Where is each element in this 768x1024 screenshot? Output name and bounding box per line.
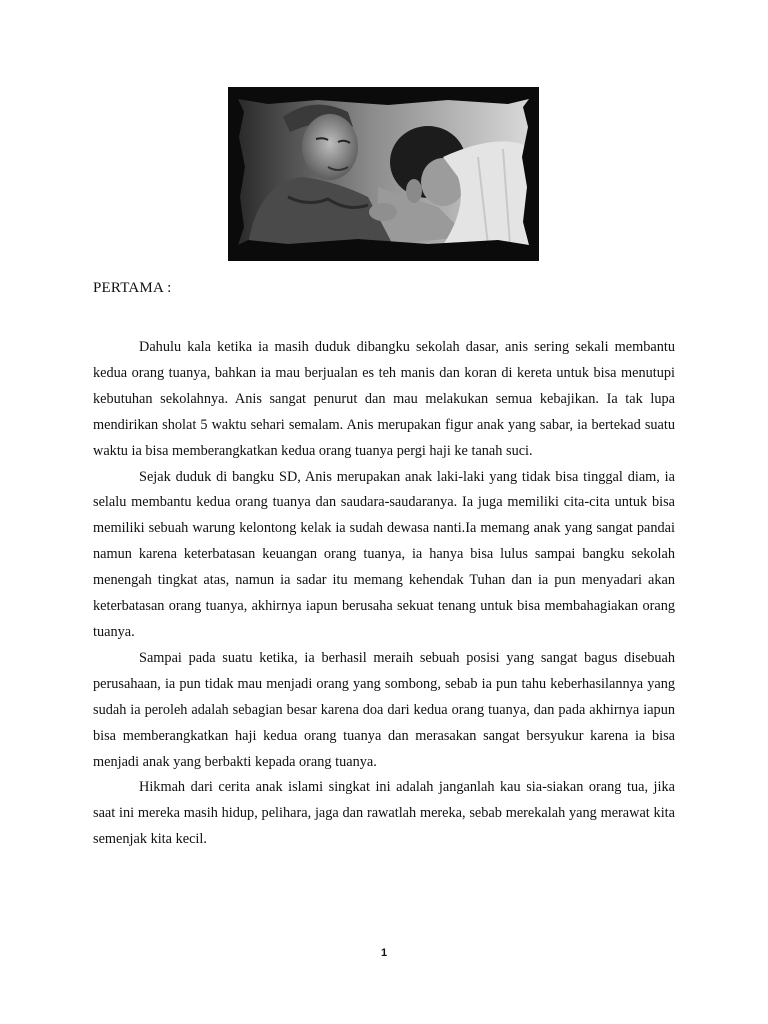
paragraph-4: Hikmah dari cerita anak islami singkat ini adalah janganlah kau sia-siakan orang tua, jika saat ini mereka masih hidup, pelihara, jaga dan rawatlah mereka, sebab merekalah yang merawat kita semenjak kita kecil. (93, 779, 675, 848)
story-photo (228, 87, 539, 261)
paragraph-1: Dahulu kala ketika ia masih duduk dibangku sekolah dasar, anis sering sekali membantu kedua orang tuanya, bahkan ia mau berjualan es teh manis dan koran di kereta untuk bisa menutupi kebutuhan sekolahnya. Anis sangat penurut dan mau melakukan semua kebajikan. Ia tak lupa mendirikan sholat 5 waktu sehari semalam. Anis merupakan figur anak yang sabar, ia bertekad suatu waktu ia bisa memberangkatkan kedua orang tuanya pergi haji ke tanah suci. (93, 339, 675, 459)
paragraph-2: Sejak duduk di bangku SD, Anis merupakan anak laki-laki yang tidak bisa tinggal diam, ia selalu membantu kedua orang tuanya dan saudara-saudaranya. Ia juga memiliki cita-cita untuk bisa memiliki sebuah warung kelontong kelak ia sudah dewasa nanti.Ia memang anak yang sangat pandai namun karena keterbatasan keuangan orang tuanya, ia hanya bisa lulus sampai bangku sekolah menengah tingkat atas, namun ia sadar itu memang kehendak Tuhan dan ia pun menyadari akan keterbatasan orang tuanya, akhirnya iapun berusaha sekuat tenang untuk bisa membahagiakan orang tuanya. (93, 468, 675, 640)
paragraph-3: Sampai pada suatu ketika, ia berhasil meraih sebuah posisi yang sangat bagus disebuah perusahaan, ia pun tidak mau menjadi orang yang sombong, sebab ia pun tahu keberhasilannya yang sudah ia peroleh adalah sebagian besar karena doa dari kedua orang tuanya, dan pada akhirnya iapun bisa memberangkatkan haji kedua orang tuanya dan merasakan sangat bersyukur karena ia bisa menjadi anak yang berbakti kepada orang tuanya. (93, 649, 675, 770)
elderly-woman-and-man-photo-icon (228, 87, 539, 261)
story-body (93, 335, 675, 853)
page-number: 1 (380, 947, 388, 959)
section-heading: PERTAMA : (93, 280, 172, 296)
